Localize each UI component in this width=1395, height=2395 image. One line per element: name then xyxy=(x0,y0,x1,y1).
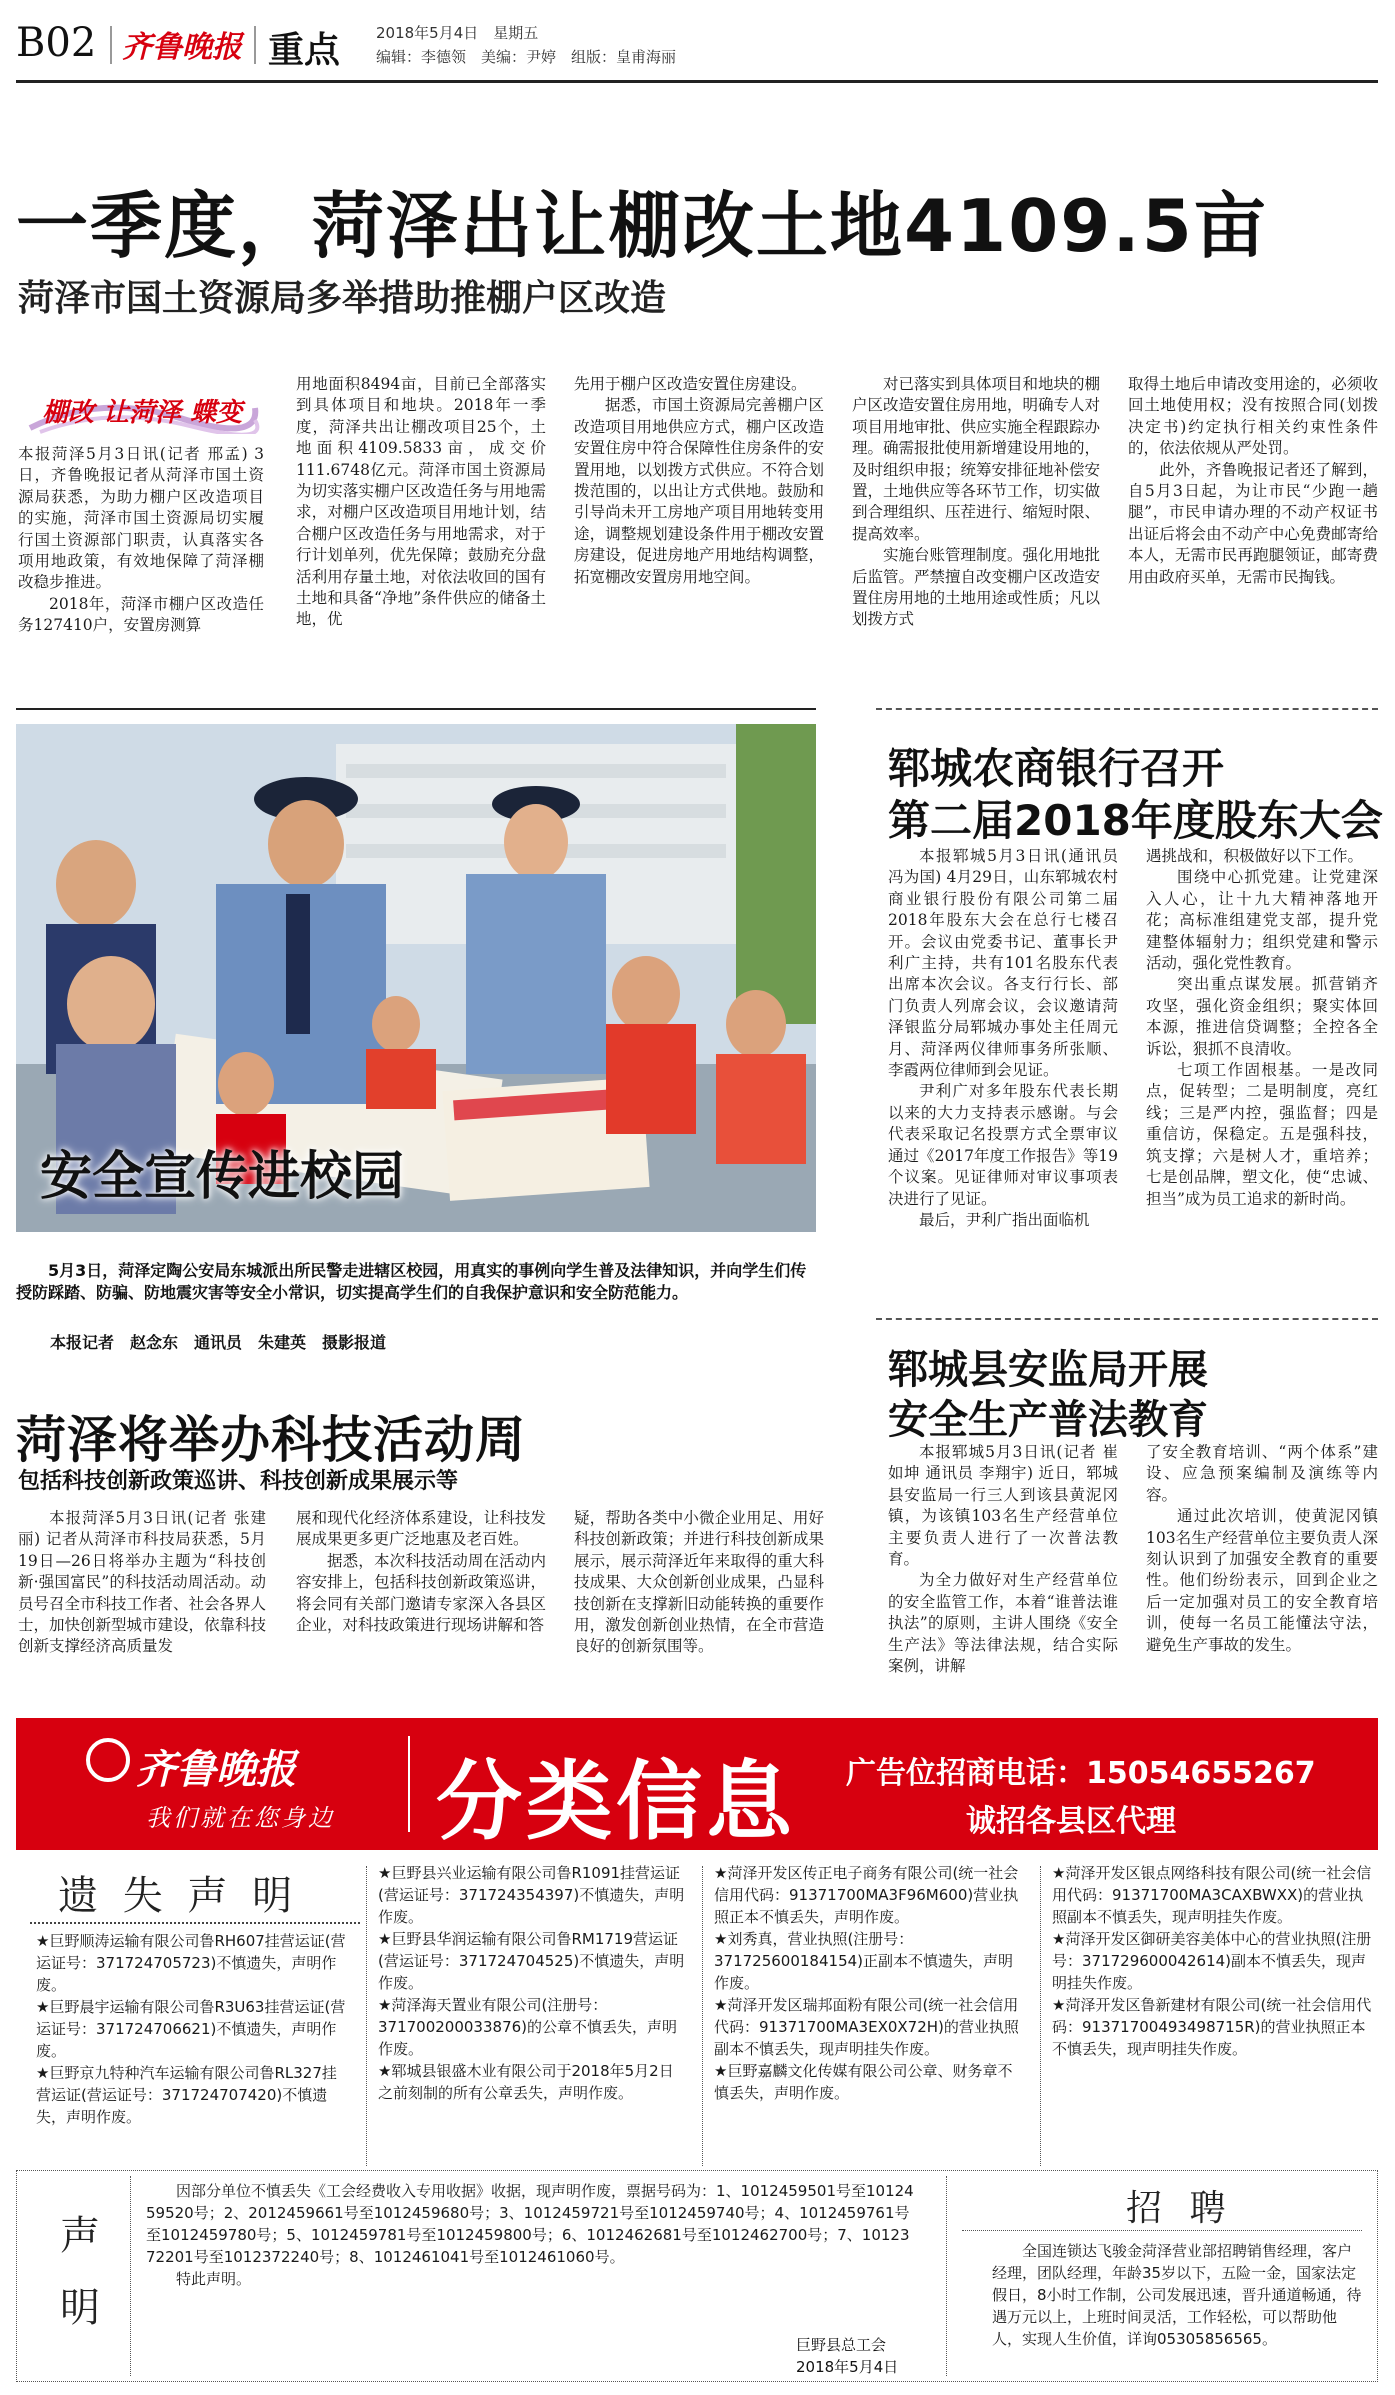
notice-item: ★巨野县华润运输有限公司鲁RM1719营运证(营运证号：371724704525)不慎遗失，声明作废。 xyxy=(378,1930,685,1992)
masthead-divider xyxy=(110,26,112,64)
photo-caption-text: 5月3日，菏泽定陶公安局东城派出所民警走进辖区校园，用真实的事例向学生普及法律知识，并向学生们传授防踩踏、防骗、防地震灾害等安全小常识，切实提高学生们的自我保护意识和安全防范能力。 xyxy=(16,1261,807,1302)
tech-col-1 xyxy=(18,1508,266,1658)
lost-notices-col-1 xyxy=(36,1930,346,2128)
lead-paragraph: 先用于棚户区改造安置住房建设。 xyxy=(574,375,807,393)
banner-slogan: 我们就在您身边 xyxy=(146,1804,335,1832)
tech-col-2 xyxy=(296,1508,546,1636)
notice-item: ★菏泽开发区银点网络科技有限公司(统一社会信用代码：91371700MA3CAXBWXX)的营业执照副本不慎丢失，现声明挂失作废。 xyxy=(1052,1864,1372,1926)
lead-paragraph: 此外，齐鲁晚报记者还了解到，自5月3日起，为让市民“少跑一趟腿”，市民申请办理的不动产权证书出证后将会由不动产中心免费邮寄给本人，无需市民再跑腿领证，邮寄费用由政府买单，无需市民掏钱。 xyxy=(1128,460,1378,586)
notice-item: ★郓城县银盛木业有限公司于2018年5月2日之前刻制的所有公章丢失，声明作废。 xyxy=(378,2062,674,2102)
bottom-notice-text xyxy=(146,2180,916,2290)
bottom-notice-end: 特此声明。 xyxy=(176,2270,252,2288)
safety-headline-line2: 安全生产普法教育 xyxy=(888,1397,1208,1443)
lead-subheadline: 菏泽市国土资源局多举措助推棚户区改造 xyxy=(18,278,667,319)
bottom-notice-date: 2018年5月4日 xyxy=(796,2358,899,2376)
lead-rule xyxy=(16,708,816,710)
tech-paragraph: 疑，帮助各类中小微企业用足、用好科技创新政策；并进行科技创新成果展示，展示菏泽近年来取得的重大科技成果、大众创新创业成果，凸显科技创新在支撑新旧动能转换的重要作用，激发创新创业热情，在全市营造良好的创新氛围等。 xyxy=(574,1509,824,1656)
section-name: 重点 xyxy=(268,30,341,71)
tech-paragraph: 本报菏泽5月3日讯(记者 张建丽) 记者从菏泽市科技局获悉，5月19日—26日将举办主题为“科技创新·强国富民”的科技活动周活动。动员号召全市科技工作者、社会各界人士，加快创新型城市建设，依靠科技创新支撑经济高质量发 xyxy=(18,1509,267,1656)
lead-col-5 xyxy=(1128,374,1378,588)
tech-paragraph: 据悉，本次科技活动周在活动内容安排上，包括科技创新政策巡讲，将会同有关部门邀请专家深入各县区企业，对科技政策进行现场讲解和答 xyxy=(296,1551,546,1635)
bank-col-1 xyxy=(888,846,1118,1231)
bank-headline-line1: 郓城农商银行召开 xyxy=(888,744,1225,793)
lead-paragraph: 用地面积8494亩，目前已全部落实到具体项目和地块。2018年一季度，菏泽共出让棚改项目25个，土地面积4109.5833亩，成交价111.6748亿元。菏泽市国土资源局为切实落实棚户区改造任务与用地需求，对棚户区改造项目用地计划，结合棚户区改造任务与用地需求，对于行计划单列，优先保障；鼓励充分盘活利用存量土地，对依法收回的国有土地和具备“净地”条件供应的储备土地，优 xyxy=(296,375,546,629)
bank-paragraph: 尹利广对多年股东代表长期以来的大力支持表示感谢。与会代表采取记名投票方式全票审议通过《2017年度工作报告》等19个议案。见证律师对审议事项表决进行了见证。 xyxy=(888,1082,1118,1208)
bank-paragraph: 本报郓城5月3日讯(通讯员 冯为国) 4月29日，山东郓城农村商业银行股份有限公司第二届2018年股东大会在总行七楼召开。会议由党委书记、董事长尹利广主持，共有101名股东代表出席本次会议。各支行行长、部门负责人列席会议，会议邀请菏泽银监分局郓城办事处主任周元月、菏泽两仪律师事务所张顺、李霞两位律师到会见证。 xyxy=(888,847,1118,1080)
series-logo xyxy=(20,388,260,434)
notice-item: ★菏泽海天置业有限公司(注册号：371700200033876)的公章不慎丢失，声明作废。 xyxy=(378,1996,678,2058)
notice-item: ★菏泽开发区传正电子商务有限公司(统一社会信用代码：91371700MA3F96M600)营业执照正本不慎丢失，声明作废。 xyxy=(714,1864,1019,1926)
masthead-divider xyxy=(254,26,256,64)
safety-paragraph: 通过此次培训，使黄泥冈镇103名生产经营单位主要负责人深刻认识到了加强安全教育的重要性。他们纷纷表示，回到企业之后一定加强对员工的安全教育培训，使每一名员工能懂法守法，避免生产事故的发生。 xyxy=(1146,1507,1378,1654)
banner-title: 分类信息 xyxy=(436,1752,796,1852)
photo-credit: 本报记者 赵念东 通讯员 朱建英 摄影报道 xyxy=(50,1333,387,1352)
bottom-notice-label: 声 明 xyxy=(60,2213,100,2331)
lead-paragraph: 对已落实到具体项目和地块的棚户区改造安置住房用地，明确专人对项目用地审批、供应实施全程跟踪办理。确需报批使用新增建设用地的，及时组织申报；统筹安排征地补偿安置，土地供应等各环节工作，切实做到合理组织、压茬进行、缩短时限、提高效率。 xyxy=(852,375,1101,543)
notice-item: ★巨野京九特种汽车运输有限公司鲁RL327挂营运证(营运证号：371724707420)不慎遗失，声明作废。 xyxy=(36,2064,337,2126)
banner-logo-mark xyxy=(86,1738,130,1782)
lead-paragraph: 本报菏泽5月3日讯(记者 邢孟) 3日，齐鲁晚报记者从菏泽市国土资源局获悉，为助力棚户区改造项目的实施，菏泽市国土资源局切实履行国土资源部门职责，认真落实各项用地政策，有效地保障了菏泽棚改稳步推进。 xyxy=(18,445,264,592)
bottom-divider xyxy=(946,2176,947,2376)
masthead-rule xyxy=(16,80,1378,83)
bank-paragraph: 突出重点谋发展。抓营销齐攻坚，强化资金组织；聚实体回本源，推进信贷调整；全控各全诉讼，狠抓不良清收。 xyxy=(1146,975,1378,1058)
safety-paragraph: 本报郓城5月3日讯(记者 崔如坤 通讯员 李翔宇) 近日，郓城县安监局一行三人到该县黄泥冈镇，为该镇103名生产经营单位主要负责人进行了一次普法教育。 xyxy=(888,1443,1118,1569)
bottom-notice-body: 因部分单位不慎丢失《工会经费收入专用收据》收据，现声明作废，票据号码为：1、1012459501号至1012459520号；2、2012459661号至1012459680号；3、1012459721号至1012459740号；4、1012459761号至1012459780号；5、1012459781号至1012459800号；6、1012462681号至1012462700号；7、1012372201号至1012372240号；8、1012461041号至1012461060号。 xyxy=(146,2182,914,2266)
paper-logo: 齐鲁晚报 xyxy=(122,30,242,65)
news-photo xyxy=(16,724,816,1232)
safety-paragraph: 为全力做好对生产经营单位的安全监管工作，本着“谁普法谁执法”的原则，主讲人围绕《安全生产法》等法律法规，结合实际案例，讲解 xyxy=(888,1571,1118,1676)
bottom-notice-signer: 巨野县总工会 xyxy=(796,2336,887,2354)
recruit-heading: 招 聘 xyxy=(1126,2188,1234,2229)
lead-col-4 xyxy=(852,374,1100,631)
lead-paragraph: 2018年，菏泽市棚户区改造任务127410户，安置房测算 xyxy=(18,594,264,635)
banner-divider xyxy=(408,1736,410,1832)
bank-paragraph: 遇挑战和，积极做好以下工作。 xyxy=(1146,847,1364,865)
lead-col-3 xyxy=(574,374,824,588)
notice-item: ★菏泽开发区御研美容美体中心的营业执照(注册号：371729600042614)副本不慎丢失，现声明挂失作废。 xyxy=(1052,1930,1372,1992)
notice-divider xyxy=(1040,1866,1041,2166)
notice-item: ★刘秀真，营业执照(注册号：371725600184154)正副本不慎遗失，声明作废。 xyxy=(714,1930,1014,1992)
lead-headline: 一季度，菏泽出让棚改土地4109.5亩 xyxy=(16,184,1268,268)
bank-paragraph: 七项工作固根基。一是改同点，促转型；二是明制度，亮红线；三是严内控，强监督；四是重信访，保稳定。五是强科技，筑支撑；六是树人才，重培养；七是创品牌，塑文化，使“忠诚、担当”成为员工追求的新时尚。 xyxy=(1146,1061,1378,1208)
notice-item: ★菏泽开发区鲁新建材有限公司(统一社会信用代码：91371700493498715R)的营业执照正本不慎丢失，现声明挂失作废。 xyxy=(1052,1996,1372,2058)
bottom-divider xyxy=(130,2176,131,2376)
notice-divider xyxy=(702,1866,703,2166)
right-column-rule xyxy=(876,708,1378,710)
lost-notices-col-3 xyxy=(714,1862,1024,2104)
banner-logo: 齐鲁晚报 xyxy=(136,1746,296,1793)
right-column-rule xyxy=(876,1318,1378,1320)
tech-paragraph: 展和现代化经济体系建设，让科技发展成果更多更广泛地惠及老百姓。 xyxy=(296,1509,546,1549)
lost-notices-col-2 xyxy=(378,1862,688,2104)
banner-agent: 诚招各县区代理 xyxy=(966,1804,1176,1839)
bank-paragraph: 最后，尹利广指出面临机 xyxy=(919,1210,1090,1229)
recruit-body: 全国连锁达飞骏金菏泽营业部招聘销售经理，客户经理，团队经理，年龄35岁以下，五险一金，国家法定假日，8小时工作制，公司发展迅速，晋升通道畅通，待遇万元以上，上班时间灵活，工作轻松，可以帮助他人，实现人生价值，详询05305856565。 xyxy=(992,2242,1362,2348)
lead-paragraph: 实施台账管理制度。强化用地批后监管。严禁擅自改变棚户区改造安置住房用地的土地用途或性质；凡以划拨方式 xyxy=(852,546,1101,629)
tech-subheadline: 包括科技创新政策巡讲、科技创新成果展示等 xyxy=(18,1469,459,1494)
bank-col-2 xyxy=(1146,846,1378,1210)
notice-divider xyxy=(366,1866,367,2166)
notice-item: ★巨野顺涛运输有限公司鲁RH607挂营运证(营运证号：371724705723)不慎遗失，声明作废。 xyxy=(36,1932,346,1994)
notice-item: ★巨野县兴业运输有限公司鲁R1091挂营运证(营运证号：371724354397)不慎遗失，声明作废。 xyxy=(378,1864,685,1926)
lead-col-2 xyxy=(296,374,546,631)
safety-paragraph: 了安全教育培训、“两个体系”建设、应急预案编制及演练等内容。 xyxy=(1146,1443,1378,1504)
lead-paragraph: 据悉，市国土资源局完善棚户区改造项目用地供应方式，棚户区改造安置住房中符合保障性住房条件的安置用地，以划拨方式供应。不符合划拨范围的，以出让方式供地。鼓励和引导尚未开工房地产项目用地转变用途，调整规划建设条件用于棚改安置房建设，促进房地产用地结构调整，拓宽棚改安置房用地空间。 xyxy=(574,396,824,586)
safety-headline-line1: 郓城县安监局开展 xyxy=(888,1347,1208,1393)
staff-line: 编辑：李德领 美编：尹婷 组版：皇甫海丽 xyxy=(376,48,677,66)
bank-paragraph: 围绕中心抓党建。让党建深入人心，让十九大精神落地开花；高标准组建党支部，提升党建整体辐射力；组织党建和警示活动，强化党性教育。 xyxy=(1146,868,1378,973)
lead-col-1 xyxy=(18,444,264,637)
page-number: B02 xyxy=(16,20,97,66)
photo-caption xyxy=(16,1260,816,1304)
safety-col-2 xyxy=(1146,1442,1378,1656)
notice-item: ★菏泽开发区瑞邦面粉有限公司(统一社会信用代码：91371700MA3EX0X72H)的营业执照副本不慎丢失，现声明挂失作废。 xyxy=(714,1996,1019,2058)
classified-banner xyxy=(16,1718,1378,1850)
lost-notices-heading-rule xyxy=(30,1922,360,1924)
lost-notices-col-4 xyxy=(1052,1862,1372,2060)
photo-overlay-title: 安全宣传进校园 xyxy=(40,1147,405,1207)
tech-headline: 菏泽将举办科技活动周 xyxy=(16,1411,526,1469)
safety-col-1 xyxy=(888,1442,1118,1677)
tech-col-3 xyxy=(574,1508,824,1658)
lost-notices-heading: 遗 失 声 明 xyxy=(58,1873,299,1919)
recruit-text xyxy=(992,2240,1362,2350)
date-line: 2018年5月4日 星期五 xyxy=(376,24,539,42)
bank-headline-line2: 第二届2018年度股东大会 xyxy=(888,796,1383,845)
recruit-heading-rule xyxy=(962,2230,1362,2231)
banner-phone: 广告位招商电话：15054655267 xyxy=(846,1756,1316,1791)
notice-item: ★巨野晨宇运输有限公司鲁R3U63挂营运证(营运证号：371724706621)不慎遗失，声明作废。 xyxy=(36,1998,346,2060)
series-logo-text: 棚改 让菏泽 蝶变 xyxy=(42,398,243,428)
lead-paragraph: 取得土地后申请改变用途的，必须收回土地使用权；没有按照合同(划拨决定书)约定执行相关约束性条件的，依法依规从严处罚。 xyxy=(1128,375,1378,458)
notice-item: ★巨野嘉麟文化传媒有限公司公章、财务章不慎丢失，声明作废。 xyxy=(714,2062,1013,2102)
